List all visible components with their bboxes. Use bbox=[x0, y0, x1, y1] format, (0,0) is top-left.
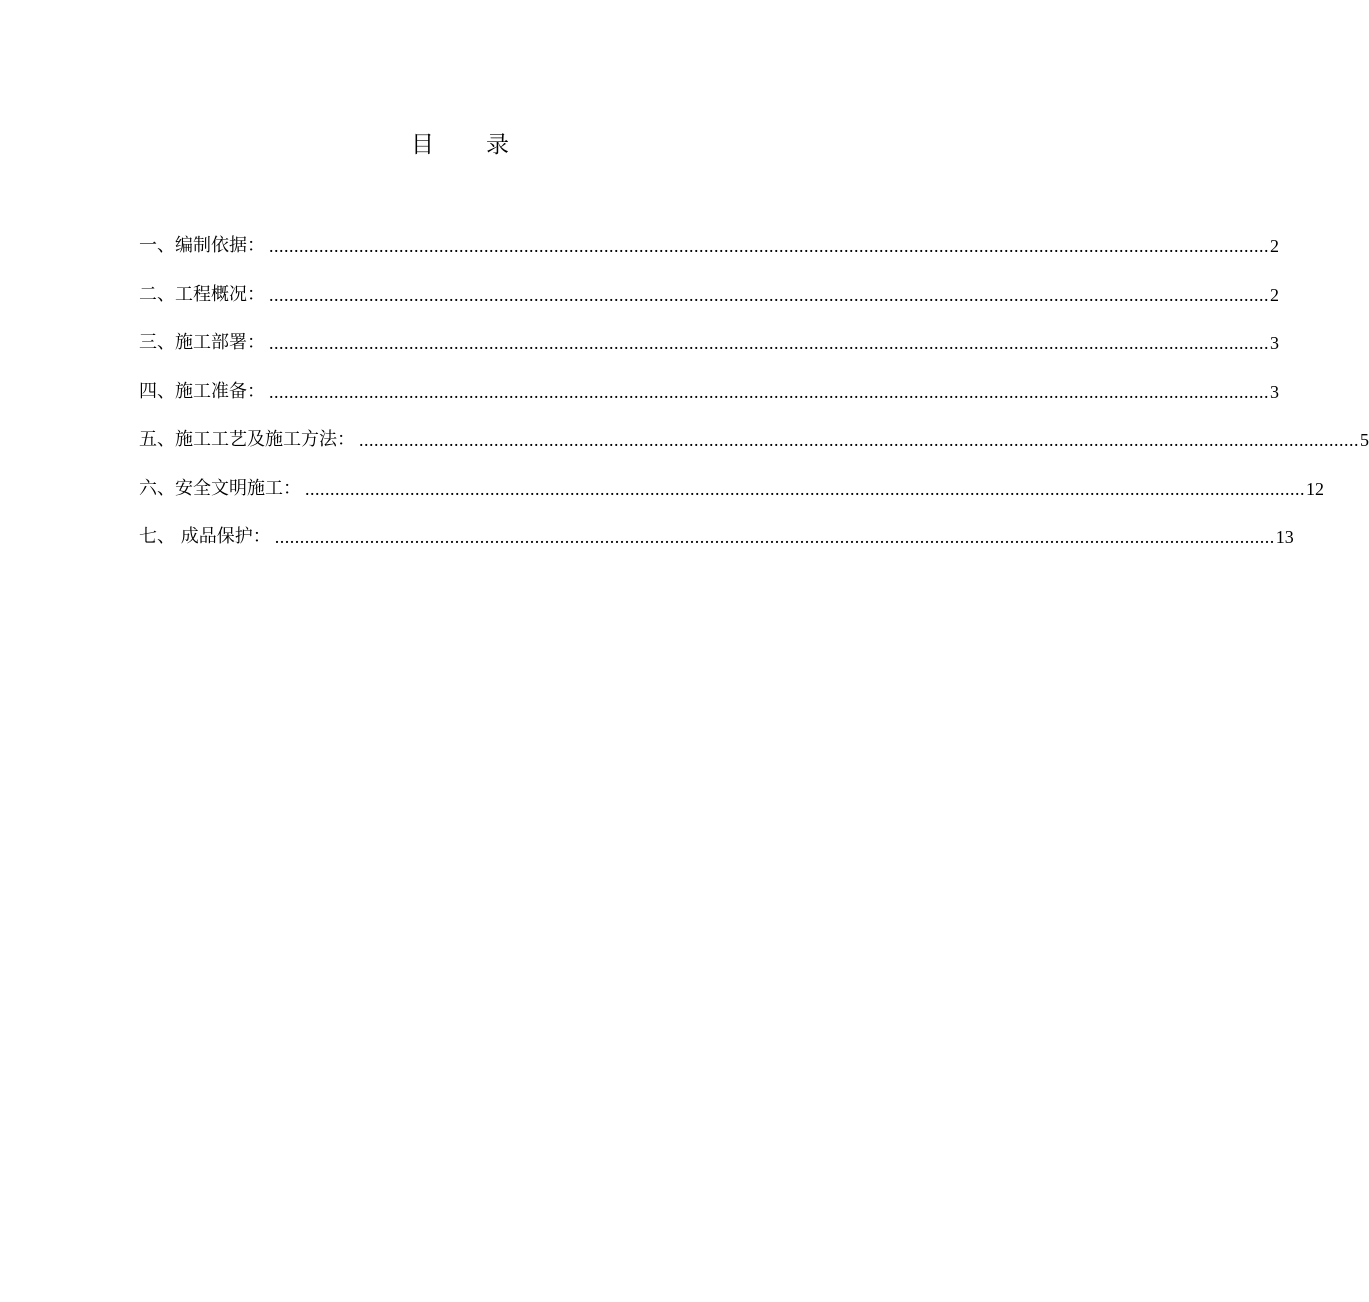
toc-entry-label: 成品保护： bbox=[175, 526, 271, 547]
toc-entry-label: 施工工艺及施工方法： bbox=[175, 429, 355, 450]
toc-entry-number: 一、 bbox=[139, 235, 175, 256]
toc-entry-page: 3 bbox=[1270, 333, 1279, 353]
toc-entry-2[interactable] bbox=[139, 258, 1279, 307]
toc-entry-5[interactable] bbox=[139, 404, 1369, 453]
toc-entry-page: 3 bbox=[1270, 381, 1279, 402]
toc-entry-4[interactable] bbox=[139, 355, 1279, 404]
toc-entry-7[interactable] bbox=[139, 501, 1294, 550]
toc-leader-dots: ........................................................................................................................................................................................................ bbox=[359, 430, 1359, 450]
title-char-1: 目 bbox=[411, 132, 434, 158]
toc-entry-label: 安全文明施工： bbox=[175, 477, 301, 499]
toc-entry-label: 施工部署： bbox=[175, 332, 265, 353]
toc-leader-dots: ........................................................................................................................................................................................................ bbox=[305, 478, 1305, 499]
toc-entry-page: 2 bbox=[1270, 236, 1279, 256]
toc-leader-dots: ........................................................................................................................................................................................................ bbox=[269, 333, 1269, 353]
toc-entry-6[interactable] bbox=[139, 452, 1324, 501]
toc-entry-page: 12 bbox=[1306, 478, 1324, 499]
table-of-contents bbox=[139, 226, 1369, 549]
toc-leader-dots: ........................................................................................................................................................................................................ bbox=[269, 381, 1269, 402]
toc-entry-label: 工程概况： bbox=[175, 283, 265, 305]
title-char-2: 录 bbox=[486, 132, 509, 158]
toc-entry-number: 七、 bbox=[139, 526, 175, 547]
toc-leader-dots: ........................................................................................................................................................................................................ bbox=[269, 284, 1269, 305]
toc-entry-page: 2 bbox=[1270, 284, 1279, 305]
toc-entry-label: 编制依据： bbox=[175, 235, 265, 256]
toc-entry-1[interactable] bbox=[139, 226, 1279, 258]
toc-entry-page: 5 bbox=[1360, 430, 1369, 450]
toc-entry-label: 施工准备： bbox=[175, 380, 265, 402]
toc-entry-3[interactable] bbox=[139, 307, 1279, 356]
page-title bbox=[0, 128, 920, 162]
toc-entry-number: 二、 bbox=[139, 283, 175, 305]
toc-entry-number: 六、 bbox=[139, 477, 175, 499]
toc-entry-page: 13 bbox=[1275, 527, 1294, 547]
toc-entry-number: 三、 bbox=[139, 332, 175, 353]
toc-entry-number: 四、 bbox=[139, 380, 175, 402]
toc-entry-number: 五、 bbox=[139, 429, 175, 450]
toc-leader-dots: ........................................................................................................................................................................................................ bbox=[274, 527, 1275, 547]
toc-leader-dots: ........................................................................................................................................................................................................ bbox=[269, 236, 1269, 256]
